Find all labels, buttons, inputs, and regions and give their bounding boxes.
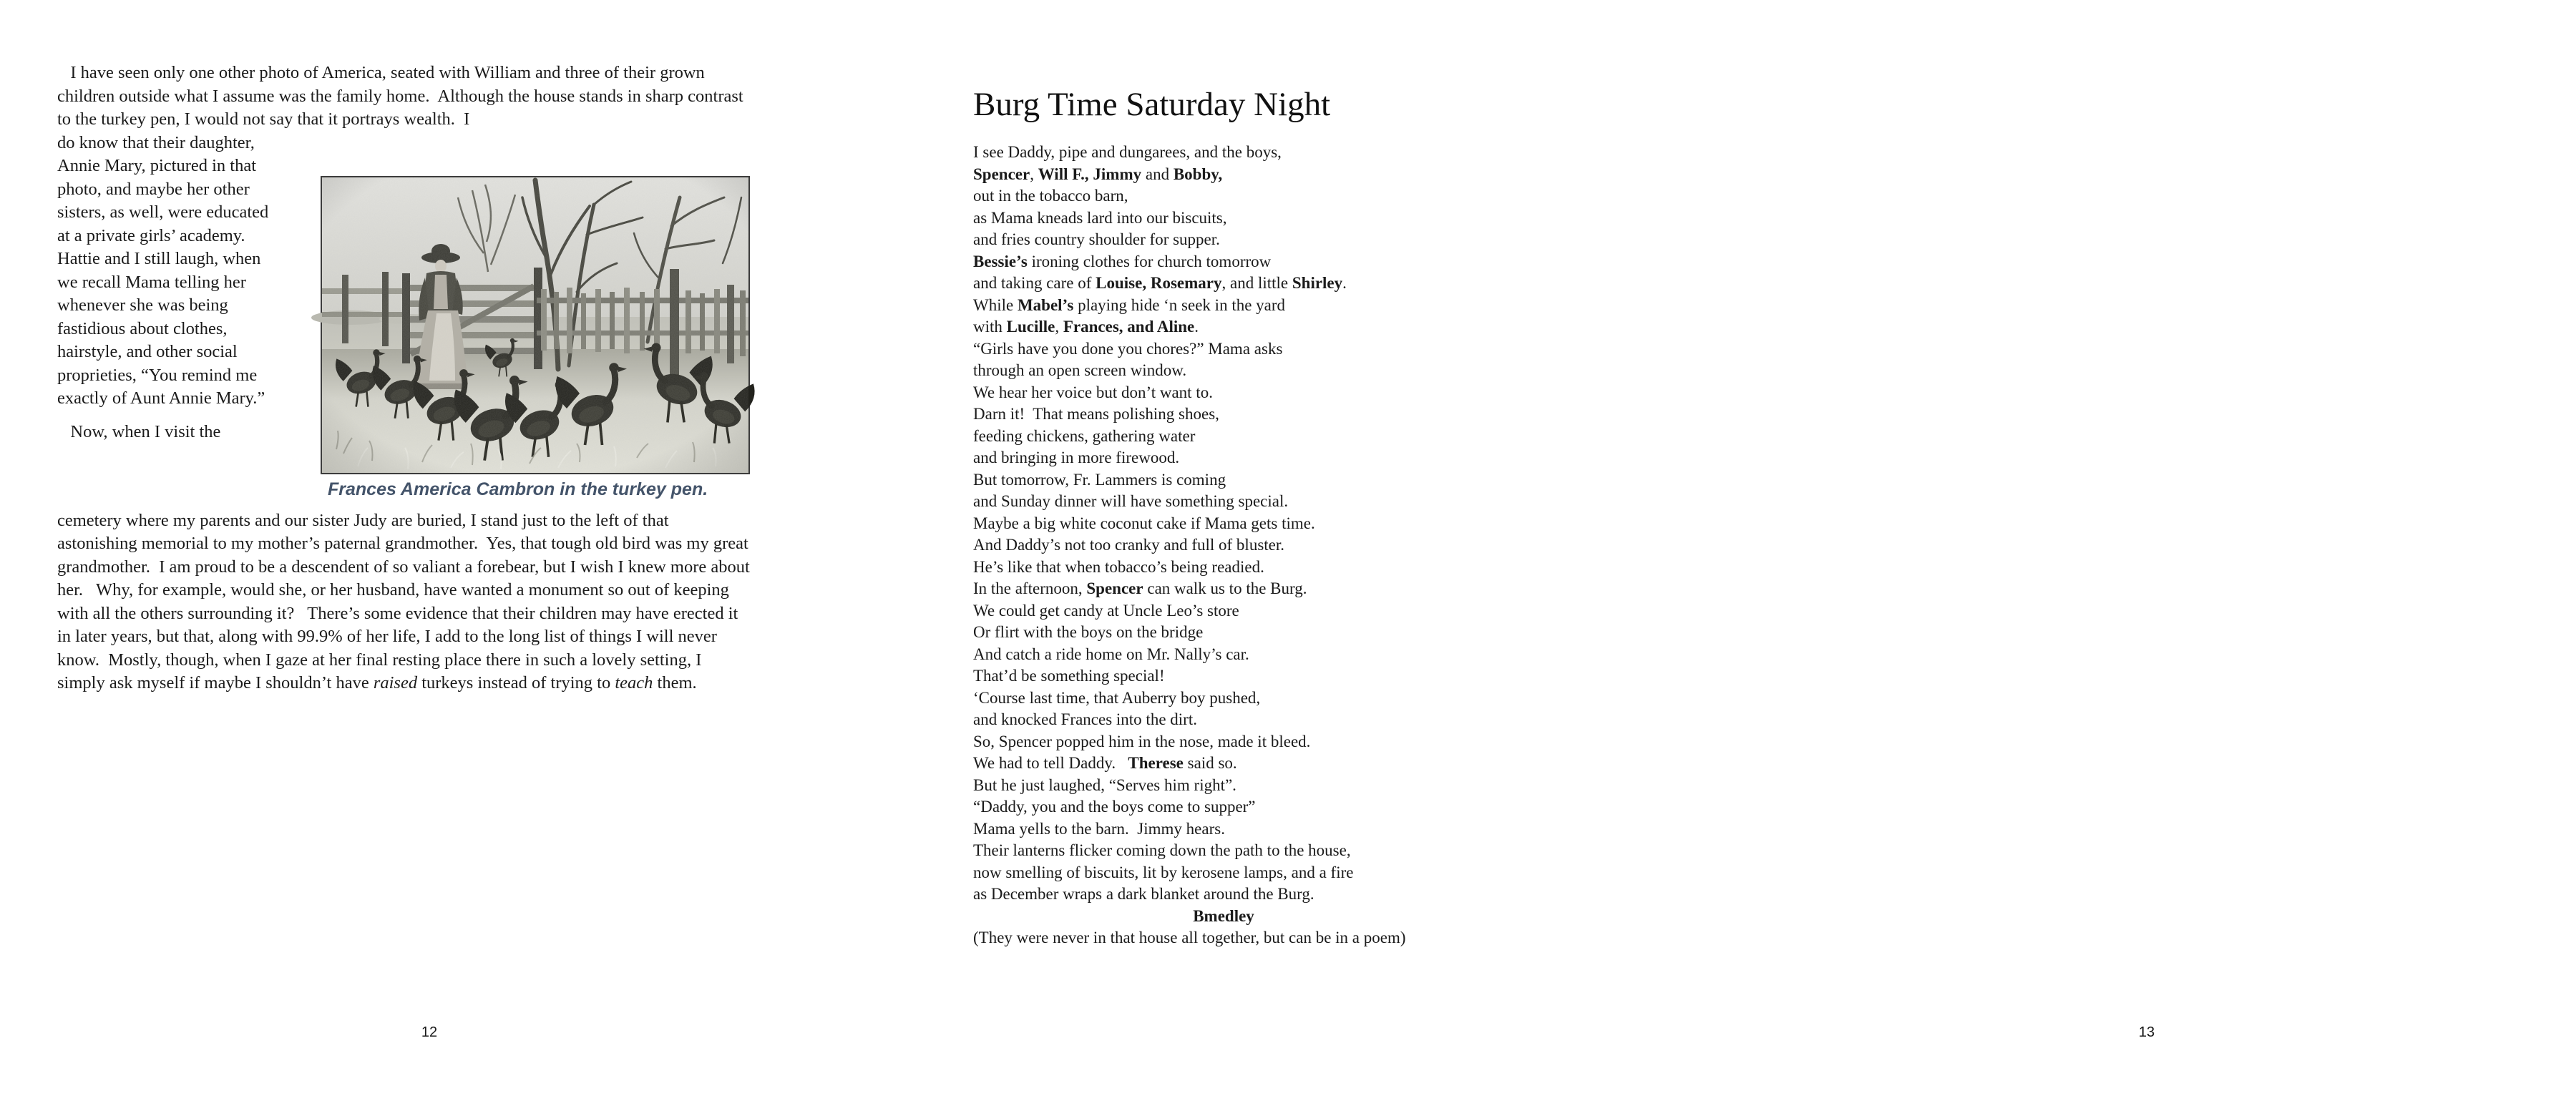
text-segment: Bessie’s [973,252,1028,270]
poem-line: Darn it! That means polishing shoes, [973,405,1219,423]
poem-line: and bringing in more firewood. [973,449,1180,466]
poem-line: (They were never in that house all together, but can be in a poem) [973,929,1406,946]
text-segment: , [1055,318,1063,336]
text-segment: While [973,295,1018,314]
memoir-paragraph-1-wrap: do know that their daughter, Annie Mary, pictured in that photo, and maybe her other sisters, as well, were educated at a private girls’ academy. Hattie and I still laugh, when we recall Mama telling her whenever she was being fastidious about clothes, hairstyle, and other social proprieties, “You remind me exactly of Aunt Annie Mary.” [57,132,273,408]
poem-line: Their lanterns flicker coming down the path to the house, [973,841,1351,859]
right-page [859,0,2155,1111]
text-segment: and [1141,165,1174,183]
text-segment: In the afternoon, [973,579,1087,597]
poem-line: as Mama kneads lard into our biscuits, [973,208,1227,227]
text-segment: Bobby, [1173,165,1223,183]
text-segment: ironing clothes for church tomorrow [1027,252,1272,270]
poem-line [973,906,1474,928]
poem-line: But he just laughed, “Serves him right”. [973,775,1236,794]
text-segment: them. [653,673,697,692]
poem-line: as December wraps a dark blanket around the Burg. [973,885,1314,903]
text-segment: Lucille [1006,318,1055,336]
text-segment: raised [373,673,418,692]
text-segment: Therese [1128,754,1184,772]
left-page [0,0,859,1111]
text-segment: Mabel’s [1017,295,1074,314]
poem-line: feeding chickens, gathering water [973,426,1196,445]
poem-line [973,164,1474,186]
text-segment: cemetery where my parents and our sister Judy are buried, I stand just to the left of that astonishing memorial to my mother’s paternal grandmother. Yes, that tough old bird was my great grandmother. I am proud to be a descendent of so valiant a forebear, but I wish I knew more about her. Why, for example, would she, or her husband, have wanted a monument so out of keeping with all the others surrounding it? There’s some evidence that their children may have erected it in later years, but that, along with 99.9% of her life, I add to the long list of things I will never know. Mostly, though, when I gaze at her final resting place there in such a lovely setting, I simply ask myself if maybe I shouldn’t have [57,510,754,692]
turkey-pen-photo-figure [321,176,750,500]
poem-line [973,273,1474,295]
text-segment: , and little [1221,274,1292,292]
text-segment: said so. [1183,754,1237,772]
text-segment: . [1194,318,1199,336]
poem-line: We could get candy at Uncle Leo’s store [973,601,1239,620]
poem-line [973,753,1474,775]
text-segment: can walk us to the Burg. [1143,579,1307,597]
text-segment: , [1030,165,1038,183]
poem-line [973,295,1474,317]
poem-line: And catch a ride home on Mr. Nally’s car. [973,645,1249,663]
left-page-content [57,62,754,695]
poem-line: “Girls have you done you chores?” Mama asks [973,339,1283,358]
text-segment: Bmedley [1193,906,1254,925]
text-segment: turkeys instead of trying to [417,673,615,692]
text-segment: Louise, Rosemary [1096,274,1222,292]
memoir-paragraph-2-lead: Now, when I visit the [57,421,221,441]
text-segment: Shirley [1292,274,1343,292]
poem-line: through an open screen window. [973,361,1187,379]
poem [973,142,1474,949]
poem-line: I see Daddy, pipe and dungarees, and the boys, [973,143,1282,161]
poem-line: Or flirt with the boys on the bridge [973,623,1204,641]
poem-line: So, Spencer popped him in the nose, made it bleed. [973,732,1311,750]
poem-line: now smelling of biscuits, lit by kerosene lamps, and a fire [973,863,1354,881]
text-segment: playing hide ‘n seek in the yard [1073,295,1286,314]
poem-line: We hear her voice but don’t want to. [973,383,1213,401]
memoir-paragraph-2-body [57,509,754,695]
poem-line: And Daddy’s not too cranky and full of bluster. [973,536,1285,554]
poem-line [973,316,1474,338]
poem-line: “Daddy, you and the boys come to supper” [973,798,1256,816]
memoir-paragraph-1-intro: I have seen only one other photo of America, seated with William and three of their grown children outside what I assume was the family home. Although the house stands in sharp contrast to the turkey pen, I would not say that it portrays wealth. I [57,63,748,129]
text-segment: Spencer [1086,579,1143,597]
right-page-content [973,84,1474,949]
poem-line: and knocked Frances into the dirt. [973,710,1197,728]
text-segment: . [1342,274,1347,292]
poem-line: and fries country shoulder for supper. [973,230,1220,248]
text-photo-row [57,132,750,500]
photo-caption: Frances America Cambron in the turkey pen. [328,479,708,499]
poem-line: Mama yells to the barn. Jimmy hears. [973,819,1225,838]
poem-title: Burg Time Saturday Night [973,86,1331,123]
poem-line: But tomorrow, Fr. Lammers is coming [973,470,1226,489]
text-segment: teach [615,673,653,692]
poem-line [973,251,1474,273]
text-segment: and taking care of [973,274,1096,292]
poem-line: ‘Course last time, that Auberry boy pushed, [973,688,1261,707]
poem-line [973,578,1474,600]
poem-line: and Sunday dinner will have something special. [973,492,1289,510]
text-segment: We had to tell Daddy. [973,754,1128,772]
poem-line: out in the tobacco barn, [973,187,1128,205]
text-segment: Will F., Jimmy [1038,165,1142,183]
turkey-pen-photo-art [322,177,748,473]
page-number-right: 13 [2138,1024,2155,1040]
text-segment: Frances, and Aline [1063,318,1195,336]
wrap-text-column [57,132,285,444]
text-segment: with [973,318,1007,336]
poem-line: That’d be something special! [973,667,1165,685]
page-number-left: 12 [421,1024,438,1040]
poem-line: Maybe a big white coconut cake if Mama gets time. [973,514,1315,532]
poem-line: He’s like that when tobacco’s being readied. [973,557,1264,576]
text-segment: Spencer [973,165,1030,183]
turkey-pen-photo [321,176,750,474]
